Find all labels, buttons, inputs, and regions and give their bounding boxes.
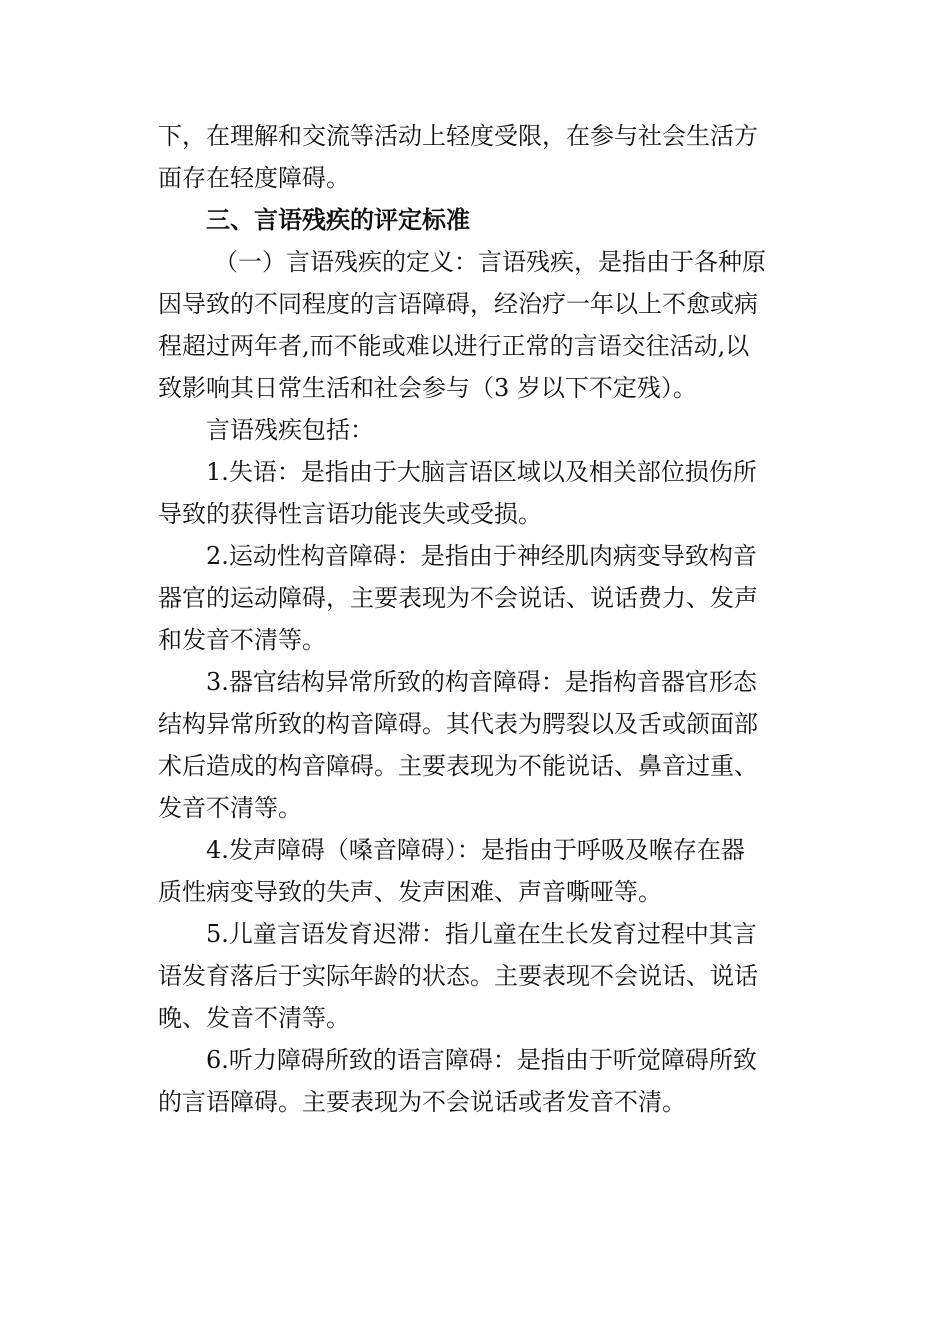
text-line: 5.儿童言语发育迟滞：指儿童在生长发育过程中其言 — [206, 920, 757, 948]
section-heading-text: 三、言语残疾的评定标准 — [206, 206, 470, 234]
text-line: 3.器官结构异常所致的构音障碍：是指构音器官形态 — [206, 668, 757, 696]
list-item-child-delay — [158, 913, 798, 1039]
paragraph-continuation — [158, 115, 798, 199]
text-line: 器官的运动障碍，主要表现为不会说话、说话费力、发声 — [158, 584, 758, 612]
document-page — [158, 115, 798, 1123]
text-line: 1.失语：是指由于大脑言语区域以及相关部位损伤所 — [206, 458, 757, 486]
paragraph-definition — [158, 241, 798, 409]
list-item-structural — [158, 661, 798, 829]
text-line: 发音不清等。 — [158, 794, 302, 822]
list-item-hearing — [158, 1039, 798, 1123]
text-line: 导致的获得性言语功能丧失或受损。 — [158, 500, 542, 528]
text-line: 结构异常所致的构音障碍。其代表为腭裂以及舌或颌面部 — [158, 710, 758, 738]
text-line: 和发音不清等。 — [158, 626, 326, 654]
text-line: （一）言语残疾的定义：言语残疾，是指由于各种原 — [214, 248, 766, 276]
text-line: 言语残疾包括： — [206, 416, 374, 444]
text-line: 术后造成的构音障碍。主要表现为不能说话、鼻音过重、 — [158, 752, 758, 780]
text-line: 语发育落后于实际年龄的状态。主要表现不会说话、说话 — [158, 962, 758, 990]
text-line: 致影响其日常生活和社会参与（3 岁以下不定残）。 — [158, 374, 697, 402]
list-item-voice — [158, 829, 798, 913]
text-line: 质性病变导致的失声、发声困难、声音嘶哑等。 — [158, 878, 662, 906]
list-item-dysarthria — [158, 535, 798, 661]
list-item-aphasia — [158, 451, 798, 535]
text-line: 面存在轻度障碍。 — [158, 164, 350, 192]
text-line: 程超过两年者,而不能或难以进行正常的言语交往活动,以 — [158, 332, 750, 360]
text-line: 6.听力障碍所致的语言障碍：是指由于听觉障碍所致 — [206, 1046, 757, 1074]
text-line: 晚、发音不清等。 — [158, 1004, 350, 1032]
text-line: 因导致的不同程度的言语障碍，经治疗一年以上不愈或病 — [158, 290, 758, 318]
text-line: 2.运动性构音障碍：是指由于神经肌肉病变导致构音 — [206, 542, 757, 570]
text-line: 下，在理解和交流等活动上轻度受限，在参与社会生活方 — [158, 122, 758, 150]
text-line: 的言语障碍。主要表现为不会说话或者发音不清。 — [158, 1088, 686, 1116]
section-heading — [158, 199, 798, 241]
text-line: 4.发声障碍（嗓音障碍）：是指由于呼吸及喉存在器 — [206, 836, 745, 864]
paragraph-includes — [158, 409, 798, 451]
